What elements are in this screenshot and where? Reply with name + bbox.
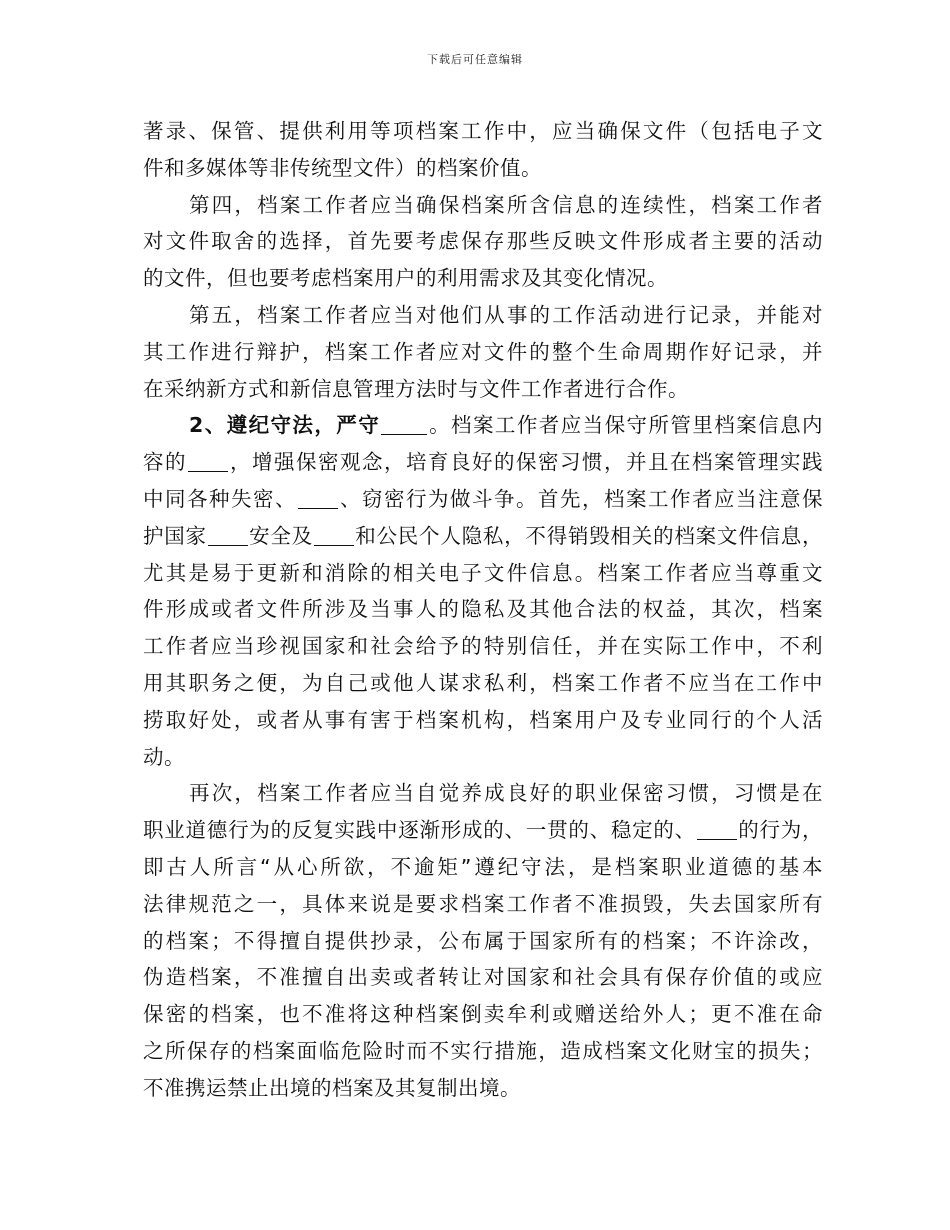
paragraph-line: 其工作进行辩护，档案工作者应对文件的整个生命周期作好记录，并 <box>143 339 823 364</box>
paragraph-line <box>143 407 823 444</box>
page-header: 下载后可任意编辑 <box>427 53 523 66</box>
paragraph-line: 保密的档案，也不准将这种档案倒卖牟利或赠送给外人；更不准在命 <box>143 1002 823 1027</box>
paragraph-line: 工作者应当珍视国家和社会给予的特别信任，并在实际工作中，不利 <box>143 634 823 659</box>
paragraph-line: 捞取好处，或者从事有害于档案机构，档案用户及专业同行的个人活 <box>143 707 823 732</box>
section-heading: 2、遵纪守法，严守 <box>189 413 381 438</box>
fill-blank <box>381 412 427 435</box>
paragraph-line: 对文件取舍的选择，首先要考虑保存那些反映文件形成者主要的活动 <box>143 229 823 254</box>
paragraph-line: 的文件，但也要考虑档案用户的利用需求及其变化情况。 <box>143 266 668 291</box>
paragraph-line: 著录、保管、提供利用等项档案工作中，应当确保文件（包括电子文 <box>143 119 823 143</box>
paragraph-line: 之所保存的档案面临危险时而不实行措施，造成档案文化财宝的损失； <box>143 1038 823 1063</box>
line-text: 容的 <box>143 450 187 475</box>
fill-blank <box>188 449 228 472</box>
line-text: 职业道德行为的反复实践中逐渐形成的、一贯的、稳定的、 <box>143 818 696 843</box>
paragraph-line: 第四，档案工作者应当确保档案所含信息的连续性，档案工作者 <box>189 192 823 217</box>
line-text: 的行为， <box>737 818 824 843</box>
paragraph-line <box>143 481 823 518</box>
fill-blank <box>314 523 354 546</box>
paragraph-line: 尤其是易于更新和消除的相关电子文件信息。档案工作者应当尊重文 <box>143 560 823 585</box>
paragraph-line: 再次，档案工作者应当自觉养成良好的职业保密习惯，习惯是在 <box>189 781 823 806</box>
paragraph-line: 件形成或者文件所涉及当事人的隐私及其他合法的权益，其次，档案 <box>143 597 823 622</box>
paragraph-line: 动。 <box>143 744 185 769</box>
paragraph-line: 在采纳新方式和新信息管理方法时与文件工作者进行合作。 <box>143 376 689 401</box>
paragraph-line: 件和多媒体等非传统型文件）的档案价值。 <box>143 155 542 180</box>
line-text: 护国家 <box>143 523 207 548</box>
paragraph-line: 不准携运禁止出境的档案及其复制出境。 <box>143 1075 521 1100</box>
fill-blank <box>697 817 737 840</box>
paragraph-line: 第五，档案工作者应当对他们从事的工作活动进行记录，并能对 <box>189 302 823 327</box>
line-text: 中同各种失密、 <box>143 486 297 511</box>
line-text: 。档案工作者应当保守所管里档案信息内 <box>428 413 824 438</box>
paragraph-line <box>143 444 823 481</box>
fill-blank <box>298 486 338 509</box>
paragraph-line: 法律规范之一，具体来说是要求档案工作者不准损毁，失去国家所有 <box>143 891 823 916</box>
paragraph-line <box>143 518 823 555</box>
line-text: 安全及 <box>248 523 313 548</box>
fill-blank <box>208 523 248 546</box>
paragraph-line <box>143 812 823 849</box>
paragraph-line: 即古人所言“从心所欲，不逾矩”遵纪守法，是档案职业道德的基本 <box>143 854 823 879</box>
document-body <box>143 113 823 1107</box>
line-text: ，增强保密观念，培育良好的保密习惯，并且在档案管理实践 <box>229 450 823 475</box>
paragraph-line: 伪造档案，不准擅自出卖或者转让对国家和社会具有保存价值的或应 <box>143 965 823 990</box>
paragraph-line: 的档案；不得擅自提供抄录，公布属于国家所有的档案；不许涂改， <box>143 928 823 953</box>
paragraph-line: 用其职务之便，为自己或他人谋求私利，档案工作者不应当在工作中 <box>143 670 823 695</box>
line-text: 、窃密行为做斗争。首先，档案工作者应当注意保 <box>339 486 823 511</box>
line-text: 和公民个人隐私，不得销毁相关的档案文件信息， <box>354 523 824 548</box>
